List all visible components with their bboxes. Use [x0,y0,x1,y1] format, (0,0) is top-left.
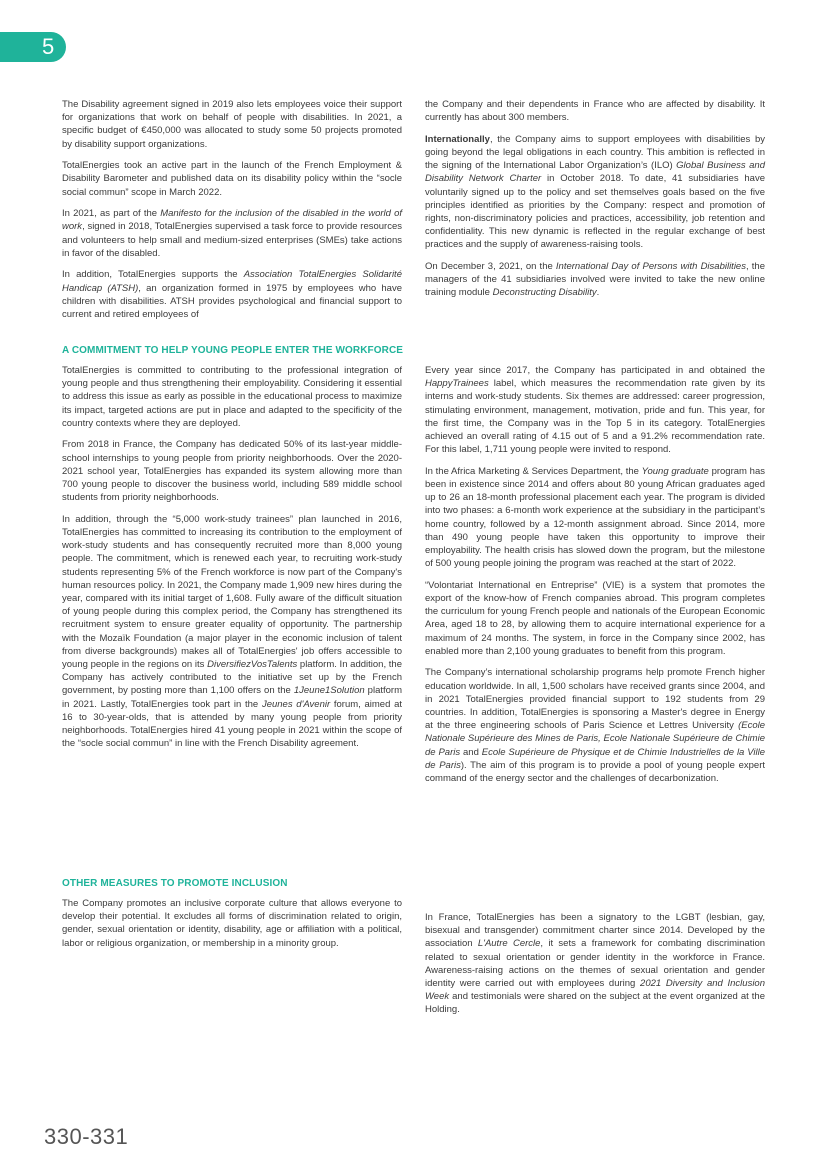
section1-right-column [425,98,765,300]
paragraph: In 2021, as part of the Manifesto for the inclusion of the disabled in the world of work, signed in 2018, TotalEnergies supervised a task force to provide resources and volunteers to help small and medium-sized enterprises (SMEs) take actions in favor of the disabled. [62,208,402,259]
paragraph: “Volontariat International en Entreprise” (VIE) is a system that promotes the export of the know-how of French companies abroad. This program completes the curriculum for young French people and nationals of the European Economic Area, aged 18 to 28, by allowing them to acquire international experience for a maximum of 24 months. The system, in force in the Company since 2002, has enabled more than 2,100 young graduates to benefit from this program. [425,579,765,657]
paragraph: In the Africa Marketing & Services Department, the Young graduate program has been in existence since 2014 and offers about 80 young African graduates aged up to 26 an 18-month professional placement each year. The program is divided into two phases: a 6-month work experience at the subsidiary in the participant’s home country, followed by a 12-month assignment abroad. Since 2014, more than 490 young people have taken this opportunity to improve their employability. The health crisis has slowed down the program, but the milestone of 500 young people joining the program was reached at the start of 2022. [425,465,765,570]
section2-left-column [62,364,402,750]
section-number-tab [0,32,66,62]
section-heading-young-people: A COMMITMENT TO HELP YOUNG PEOPLE ENTER THE WORKFORCE [62,345,404,356]
paragraph: In France, TotalEnergies has been a signatory to the LGBT (lesbian, gay, bisexual and transgender) commitment charter since 2014. Developed by the association L'Autre Cercle, it sets a framework for combating discrimination related to sexual orientation or gender identity in the workforce in France. Awareness-raising actions on the themes of sexual orientation and gender identity were carried out with employees during 2021 Diversity and Inclusion Week and testimonials were shared on the subject at the event organized at the Holding. [425,912,766,1016]
paragraph: Every year since 2017, the Company has participated in and obtained the HappyTrainees label, which measures the recommendation rate given by its interns and work-study students. Six themes are addressed: career progression, stimulating environment, management, motivation, pride and fun. This year, for the first time, the Company was in the Top 5 in its category. TotalEnergies achieved an overall rating of 4.15 out of 5 and a 91.2% recommendation rate. For this label, 1,711 young people were invited to respond. [425,365,765,456]
paragraph: TotalEnergies is committed to contributing to the professional integration of young people and thus strengthening their employability. Considering it essential to address this issue as early as possible in the educational process to maximize its impact, targeted actions are put in place and adapted to the specificity of the country contexts where they are deployed. [62,365,402,429]
paragraph: The Company’s international scholarship programs help promote French higher education worldwide. In all, 1,500 scholars have received grants since 2004, and in 2021 TotalEnergies provided financial support to 192 students from 29 countries. In addition, TotalEnergies is sponsoring a Master's degree in Energy at the three engineering schools of Paris Science et Lettres University (Ecole Nationale Supérieure des Mines de Paris, Ecole Nationale Supérieure de Chimie de Paris and Ecole Supérieure de Physique et de Chimie Industrielles de la Ville de Paris). The aim of this program is to provide a pool of young people expert command of the energy sector and the challenges of decarbonization. [425,667,766,785]
paragraph: The Disability agreement signed in 2019 also lets employees voice their support for organizations that work on behalf of people with disabilities. In 2021, a specific budget of €450,000 was allocated to study some 50 projects promoted by disability support organizations. [62,99,402,150]
paragraph: In addition, through the “5,000 work-study trainees” plan launched in 2016, TotalEnergies has committed to increasing its contribution to the employment of work-study students and has consequently recruited more than 8,000 young people. The commitment, which is renewed each year, to recruiting work-study students representing 5% of the French workforce is now part of the Company's human resources policy. In 2021, the Company made 1,909 new hires during the year, compared with its initial target of 1,608. Fully aware of the difficult situation of young people during this complex period, the Company has strengthened its recruitment system to ensure greater equality of opportunity. The partnership with the Mozaïk Foundation (a major player in the economic inclusion of talent from diverse backgrounds) makes all of TotalEnergies' job offers accessible to young people in the regions on its DiversifiezVosTalents platform. In addition, the Company has actively contributed to the initiative set up by the French government, by posting more than 1,100 offers on the 1Jeune1Solution platform in 2021. Lastly, TotalEnergies took part in the Jeunes d'Avenir forum, aimed at 16 to 30-year-olds, that is attended by many young people from priority neighborhoods. TotalEnergies hired 41 young people in 2021 within the scope of the “socle social commun” in line with the French Disability agreement. [62,513,402,750]
section2-right-column [425,364,765,785]
paragraph: In addition, TotalEnergies supports the Association TotalEnergies Solidarité Handicap (ATSH), an organization formed in 1975 by employees who have children with disabilities. ATSH provides psychological and financial support to current and retired employees of [62,269,402,321]
section1-left-column [62,98,402,321]
section3-right-column [425,911,765,1017]
paragraph: The Company promotes an inclusive corporate culture that allows everyone to develop their potential. It excludes all forms of discrimination related to origin, gender, sexual orientation or identity, disability, age or affiliation with a political, labor or religious organization, or membership in a minority group. [62,898,402,949]
section3-left-column [62,897,402,950]
page-numbers: 330-331 [44,1124,129,1149]
section-number: 5 [42,34,55,59]
paragraph: On December 3, 2021, on the International Day of Persons with Disabilities, the managers of the 41 subsidiaries involved were invited to take the new online training module Deconstructing Disability. [425,261,765,299]
section-heading-inclusion: OTHER MEASURES TO PROMOTE INCLUSION [62,878,288,889]
paragraph: the Company and their dependents in France who are affected by disability. It currently has about 300 members. [425,99,765,124]
paragraph: TotalEnergies took an active part in the launch of the French Employment & Disability Barometer and published data on its disability policy within the “socle social commun” scope in March 2022. [62,160,402,198]
paragraph: Internationally, the Company aims to support employees with disabilities by going beyond the legal obligations in each country. This ambition is reflected in the signing of the International Labor Organization’s (ILO) Global Business and Disability Network Charter in October 2018. To date, 41 subsidiaries have voluntarily signed up to the policy and set themselves goals based on the five principles identified as priorities by the Company: respect and promotion of rights, non-discriminatory policies and practices, accessibility, job retention and confidentiality. This new dynamic is reflected in the regular exchange of best practices and the supply of awareness-raising tools. [425,133,765,251]
paragraph: From 2018 in France, the Company has dedicated 50% of its last-year middle-school internships to young people from priority neighborhoods. Over the 2020-2021 school year, TotalEnergies has expanded its system allowing more than 700 young people to discover the business world, including 589 middle school students from priority neighborhoods. [62,439,402,504]
